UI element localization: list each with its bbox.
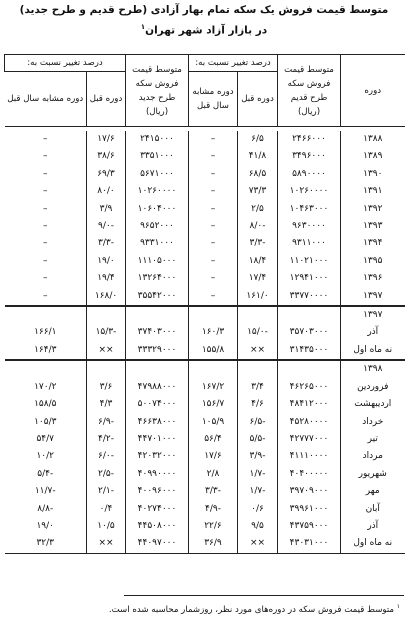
header-old-price: متوسط قیمت فروش سکه طرح قدیم (ریال) <box>278 55 341 127</box>
price-table <box>4 54 405 554</box>
footnote-text: متوسط قیمت فروش سکه در دوره‌های مورد نظر، روزشمار محاسبه شده است. <box>108 604 395 615</box>
header-new-yoy: دوره مشابه سال قبل <box>5 72 87 127</box>
table-row: ۱۳۸۸ ۲۴۶۶۰۰۰ ۶/۵ – ۲۴۱۵۰۰۰ ۱۷/۶ – <box>5 131 405 148</box>
table-row: ۱۳۹۱ ۱۰۲۶۰۰۰۰ ۷۳/۳ – ۱۰۲۶۰۰۰۰ ۸۰/۰ – <box>5 183 405 200</box>
table-row: آذر ۴۳۷۵۹۰۰۰ ۹/۵ ۲۲/۶ ۴۴۵۰۸۰۰۰ ۱۰/۵ ۱۹/۰ <box>5 518 405 535</box>
annual-section <box>5 127 405 307</box>
table-row: شهریور ۴۰۴۰۰۰۰۰ -۱/۷ ۲/۸ ۴۰۹۹۰۰۰۰ -۲/۵ -۵/۴ <box>5 466 405 483</box>
section-year-label: ۱۳۹۷ <box>341 306 405 324</box>
table-row: اردیبهشت ۴۸۴۱۲۰۰۰ ۴/۶ ۱۵۶/۷ ۵۰۰۷۴۰۰۰ ۴/۳ ۱۵۸/۵ <box>5 396 405 413</box>
header-period: دوره <box>341 55 405 127</box>
title-line-1: متوسط قیمت فروش یک سکه تمام بهار آزادی (طرح قدیم و طرح جدید) <box>19 4 389 16</box>
table-row: نه ماه اول ۳۱۴۳۵۰۰۰ ×× ۱۵۵/۸ ۳۳۳۲۹۰۰۰ ×× ۱۶۴/۳ <box>5 342 405 360</box>
footnote-mark: ۱ <box>396 603 400 610</box>
section-label-row <box>5 306 405 324</box>
header-new-price: متوسط قیمت فروش سکه طرح جدید (ریال) <box>126 55 189 127</box>
table-row: ۱۳۹۷ ۳۳۷۷۰۰۰۰ ۱۶۱/۰ – ۳۵۵۴۲۰۰۰ ۱۶۸/۰ – <box>5 288 405 306</box>
table-row: نه ماه اول ۴۳۰۳۱۰۰۰ ×× ۳۶/۹ ۴۴۰۹۷۰۰۰ ×× ۳۲/۳ <box>5 535 405 553</box>
header-old-change-group: درصد تغییر نسبت به: <box>189 55 278 72</box>
table-row: ۱۳۹۴ ۹۳۱۱۰۰۰ -۳/۳ – ۹۳۳۱۰۰۰ -۳/۳ – <box>5 235 405 252</box>
table-row: ۱۳۹۶ ۱۲۹۴۱۰۰۰ ۱۷/۴ – ۱۳۲۶۴۰۰۰ ۱۹/۴ – <box>5 270 405 287</box>
table-row: تیر ۴۲۷۷۷۰۰۰ -۵/۵ ۵۶/۴ ۴۴۷۰۱۰۰۰ -۴/۲ ۵۴/۷ <box>5 431 405 448</box>
table-row: مرداد ۴۱۱۱۰۰۰۰ -۳/۹ ۱۷/۶ ۴۲۰۳۲۰۰۰ -۶/۰ ۱۰/۲ <box>5 448 405 465</box>
table-row: ۱۳۹۲ ۱۰۴۶۳۰۰۰ ۲/۵ – ۱۰۶۰۴۰۰۰ ۳/۹ – <box>5 201 405 218</box>
section-label-row <box>5 360 405 378</box>
title-line-2: در بازار آزاد شهر تهران$^۱$ <box>140 23 268 37</box>
table-row: ۱۳۸۹ ۳۴۹۶۰۰۰ ۴۱/۸ – ۳۳۵۱۰۰۰ ۳۸/۶ – <box>5 148 405 165</box>
footnote-divider <box>124 595 404 596</box>
table-row: آبان ۳۹۹۶۱۰۰۰ ۰/۶ -۴/۹ ۴۰۲۷۴۰۰۰ ۰/۴ -۸/۸ <box>5 501 405 518</box>
header-old-prev: دوره قبل <box>238 72 278 127</box>
section-year-label: ۱۳۹۸ <box>341 360 405 378</box>
table-row: مهر ۳۹۷۰۹۰۰۰ -۱/۷ -۳/۳ ۴۰۰۹۶۰۰۰ -۲/۱ -۱۱/۷ <box>5 483 405 500</box>
table-header <box>5 55 405 127</box>
table-row: ۱۳۹۳ ۹۶۳۰۰۰۰ -۸/۰ – ۹۶۵۲۰۰۰ -۹/۰ – <box>5 218 405 235</box>
table-row: ۱۳۹۵ ۱۱۰۲۱۰۰۰ ۱۸/۴ – ۱۱۱۰۵۰۰۰ ۱۹/۰ – <box>5 253 405 270</box>
table-row: خرداد ۴۵۲۸۰۰۰۰ -۶/۵ ۱۰۵/۹ ۴۶۶۳۸۰۰۰ -۶/۹ ۱۰۵/۳ <box>5 414 405 431</box>
section-1397 <box>5 306 405 360</box>
table-title <box>0 2 408 40</box>
header-new-prev: دوره قبل <box>87 72 126 127</box>
header-old-yoy: دوره مشابه سال قبل <box>189 72 238 127</box>
table-row: آذر ۳۵۷۰۳۰۰۰ -۱۵/۰ ۱۶۰/۳ ۳۷۴۰۳۰۰۰ -۱۵/۳ ۱۶۶/۱ <box>5 324 405 341</box>
section-1398 <box>5 360 405 553</box>
title-footnote-mark: ۱ <box>140 23 146 31</box>
table-row: ۱۳۹۰ ۵۸۹۰۰۰۰ ۶۸/۵ – ۵۶۷۱۰۰۰ ۶۹/۳ – <box>5 166 405 183</box>
table-row: فروردین ۴۶۲۶۵۰۰۰ ۳/۴ ۱۶۷/۲ ۴۷۹۸۸۰۰۰ ۳/۶ ۱۷۰/۲ <box>5 379 405 396</box>
footnote <box>4 600 400 617</box>
header-new-change-group: درصد تغییر نسبت به: <box>5 55 126 72</box>
